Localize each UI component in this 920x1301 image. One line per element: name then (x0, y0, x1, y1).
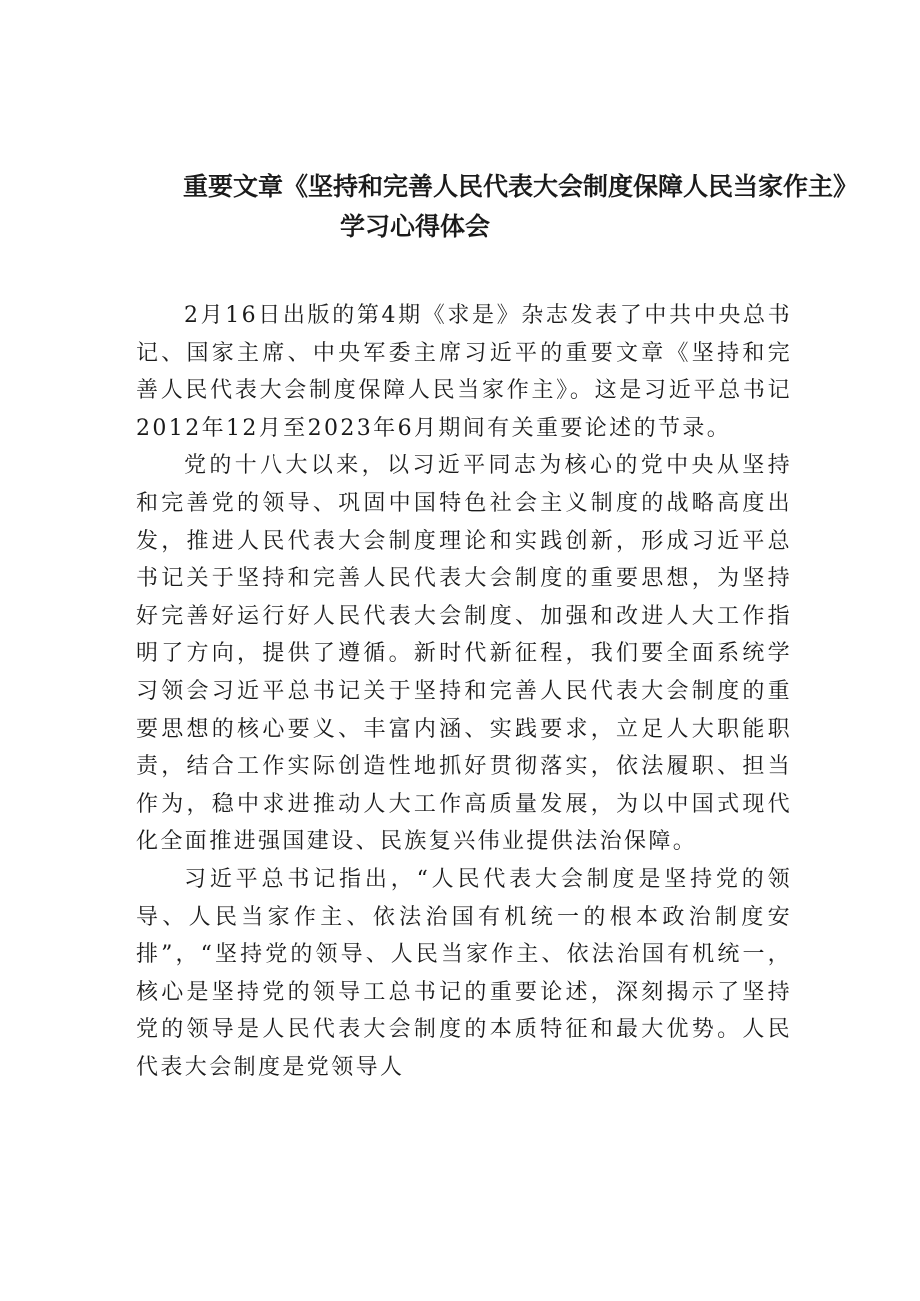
document-body (136, 297, 792, 1086)
document-title-line-2: 学习心得体会 (340, 212, 491, 241)
document-title-line-1: 重要文章《坚持和完善人民代表大会制度保障人民当家作主》 (183, 172, 859, 201)
paragraph-3: 习近平总书记指出，“人民代表大会制度是坚持党的领导、人民当家作主、依法治国有机统一的根本政治制度安排”，“坚持党的领导、人民当家作主、依法治国有机统一，核心是坚持党的领导工总书记的重要论述，深刻揭示了坚持党的领导是人民代表大会制度的本质特征和最大优势。人民代表大会制度是党领导人 (136, 866, 792, 1080)
paragraph-2: 党的十八大以来，以习近平同志为核心的党中央从坚持和完善党的领导、巩固中国特色社会主义制度的战略高度出发，推进人民代表大会制度理论和实践创新，形成习近平总书记关于坚持和完善人民代表大会制度的重要思想，为坚持好完善好运行好人民代表大会制度、加强和改进人大工作指明了方向，提供了遵循。新时代新征程，我们要全面系统学习领会习近平总书记关于坚持和完善人民代表大会制度的重要思想的核心要义、丰富内涵、实践要求，立足人大职能职责，结合工作实际创造性地抓好贯彻落实，依法履职、担当作为，稳中求进推动人大工作高质量发展，为以中国式现代化全面推进强国建设、民族复兴伟业提供法治保障。 (136, 453, 792, 855)
paragraph-1: 2月16日出版的第4期《求是》杂志发表了中共中央总书记、国家主席、中央军委主席习近平的重要文章《坚持和完善人民代表大会制度保障人民当家作主》。这是习近平总书记2012年12月至2023年6月期间有关重要论述的节录。 (136, 303, 792, 441)
